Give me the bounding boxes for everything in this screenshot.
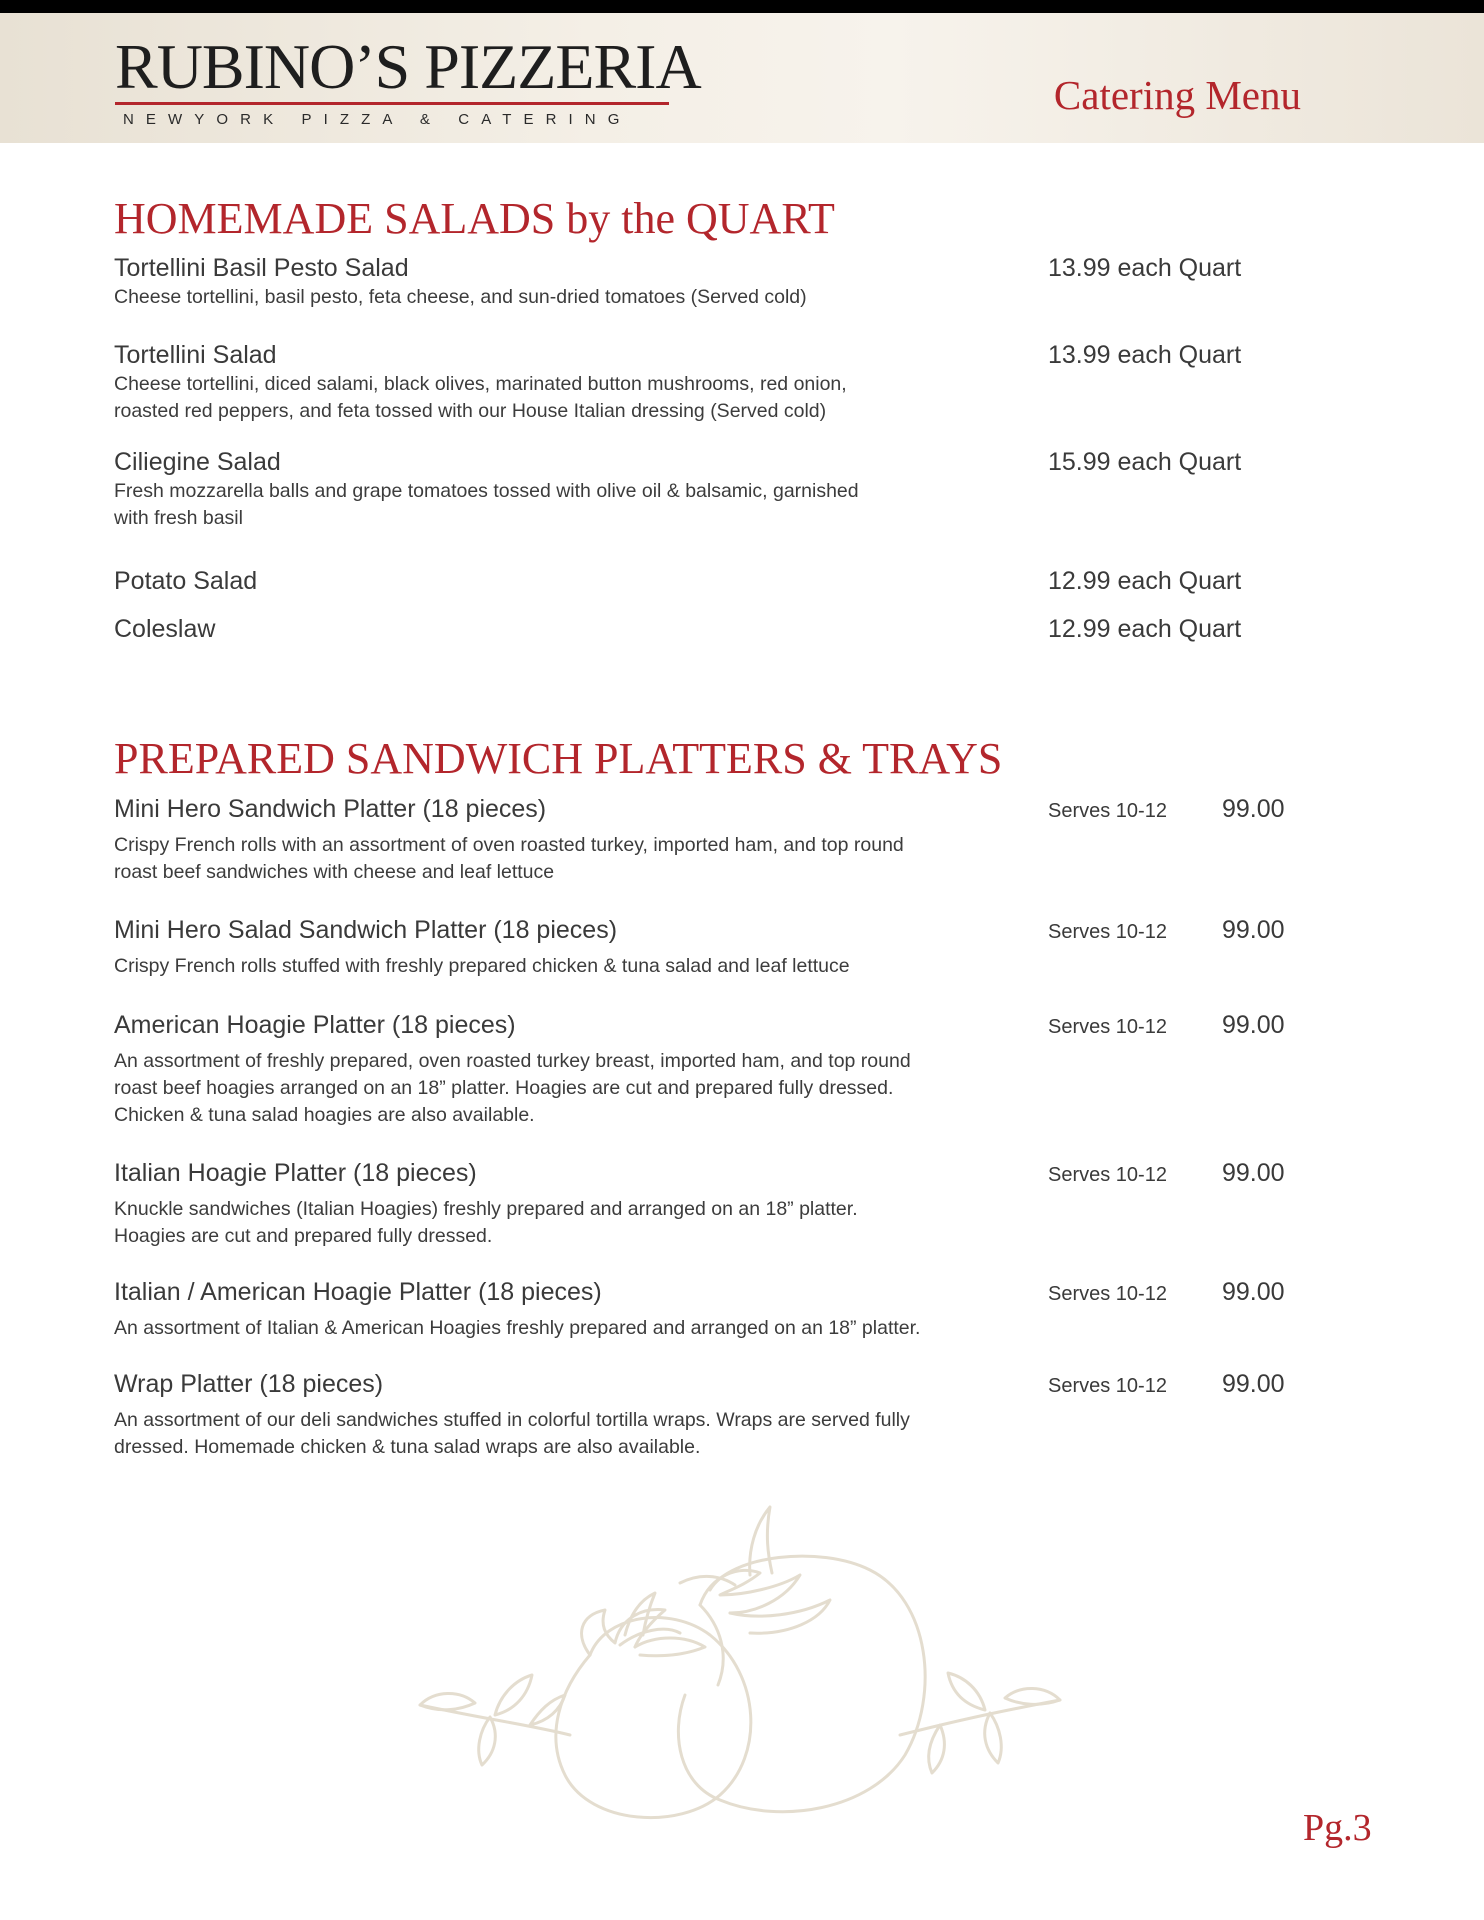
item-description: Cheese tortellini, basil pesto, feta cheese, and sun-dried tomatoes (Served cold) xyxy=(114,286,807,308)
platter-item xyxy=(114,1161,1374,1250)
item-price: 12.99 each Quart xyxy=(1048,615,1242,643)
item-name: Tortellini Salad xyxy=(114,341,277,369)
item-description: Chicken & tuna salad hoagies are also available. xyxy=(114,1104,535,1126)
platter-item xyxy=(114,1013,1374,1129)
salads-section-title: HOMEMADE SALADS by the QUART xyxy=(114,194,835,243)
platter-item xyxy=(114,797,1374,886)
item-description: roast beef hoagies arranged on an 18” platter. Hoagies are cut and prepared fully dressed. xyxy=(114,1077,894,1099)
item-name: Wrap Platter (18 pieces) xyxy=(114,1370,384,1398)
item-price: 99.00 xyxy=(1222,916,1285,944)
item-name: Italian / American Hoagie Platter (18 pieces) xyxy=(114,1278,602,1306)
item-serves: Serves 10-12 xyxy=(1048,1283,1167,1305)
item-price: 13.99 each Quart xyxy=(1048,341,1242,369)
menu-title: Catering Menu xyxy=(1053,72,1301,118)
item-price: 99.00 xyxy=(1222,1278,1285,1306)
item-price: 15.99 each Quart xyxy=(1048,448,1242,476)
item-serves: Serves 10-12 xyxy=(1048,1375,1167,1397)
item-name: Coleslaw xyxy=(114,615,216,643)
platter-item xyxy=(114,918,1374,980)
platter-item xyxy=(114,1280,1374,1342)
salad-item xyxy=(114,569,1374,594)
item-description: dressed. Homemade chicken & tuna salad wraps are also available. xyxy=(114,1436,701,1458)
item-name: Ciliegine Salad xyxy=(114,448,281,476)
item-serves: Serves 10-12 xyxy=(1048,1016,1167,1038)
brand-logo-title: RUBINO’S PIZZERIA xyxy=(115,31,701,102)
tomato-illustration xyxy=(400,1495,1090,1825)
salad-item xyxy=(114,617,1374,642)
item-description: roasted red peppers, and feta tossed with our House Italian dressing (Served cold) xyxy=(114,400,827,422)
item-price: 99.00 xyxy=(1222,1159,1285,1187)
item-description: Hoagies are cut and prepared fully dressed. xyxy=(114,1225,493,1247)
top-black-bar xyxy=(0,0,1484,13)
item-price: 99.00 xyxy=(1222,795,1285,823)
item-description: Crispy French rolls stuffed with freshly prepared chicken & tuna salad and leaf lettuce xyxy=(114,955,850,977)
page-number: Pg.3 xyxy=(1303,1807,1372,1849)
page-header xyxy=(0,13,1484,143)
item-description: Cheese tortellini, diced salami, black olives, marinated button mushrooms, red onion, xyxy=(114,373,847,395)
salad-item xyxy=(114,343,1374,425)
item-description: Fresh mozzarella balls and grape tomatoes tossed with olive oil & balsamic, garnished xyxy=(114,480,859,502)
platters-section-title: PREPARED SANDWICH PLATTERS & TRAYS xyxy=(114,734,1003,783)
item-price: 99.00 xyxy=(1222,1370,1285,1398)
item-description: Crispy French rolls with an assortment of oven roasted turkey, imported ham, and top round xyxy=(114,834,904,856)
item-description: Knuckle sandwiches (Italian Hoagies) freshly prepared and arranged on an 18” platter. xyxy=(114,1198,858,1220)
salad-item xyxy=(114,256,1374,311)
salad-item xyxy=(114,450,1374,532)
item-price: 12.99 each Quart xyxy=(1048,567,1242,595)
item-serves: Serves 10-12 xyxy=(1048,1164,1167,1186)
item-price: 99.00 xyxy=(1222,1011,1285,1039)
item-description: An assortment of freshly prepared, oven roasted turkey breast, imported ham, and top round xyxy=(114,1050,911,1072)
item-serves: Serves 10-12 xyxy=(1048,921,1167,943)
brand-logo-rule xyxy=(115,102,669,105)
item-name: Potato Salad xyxy=(114,567,258,595)
item-name: Mini Hero Salad Sandwich Platter (18 pieces) xyxy=(114,916,618,944)
item-description: roast beef sandwiches with cheese and leaf lettuce xyxy=(114,861,555,883)
item-description: with fresh basil xyxy=(114,507,243,529)
item-serves: Serves 10-12 xyxy=(1048,800,1167,822)
item-name: Tortellini Basil Pesto Salad xyxy=(114,254,409,282)
item-price: 13.99 each Quart xyxy=(1048,254,1242,282)
item-name: American Hoagie Platter (18 pieces) xyxy=(114,1011,516,1039)
item-name: Mini Hero Sandwich Platter (18 pieces) xyxy=(114,795,547,823)
item-description: An assortment of Italian & American Hoagies freshly prepared and arranged on an 18” platter. xyxy=(114,1317,921,1339)
item-description: An assortment of our deli sandwiches stuffed in colorful tortilla wraps. Wraps are served fully xyxy=(114,1409,910,1431)
brand-tagline: NEWYORK PIZZA & CATERING xyxy=(123,111,632,128)
item-name: Italian Hoagie Platter (18 pieces) xyxy=(114,1159,477,1187)
platter-item xyxy=(114,1372,1374,1461)
